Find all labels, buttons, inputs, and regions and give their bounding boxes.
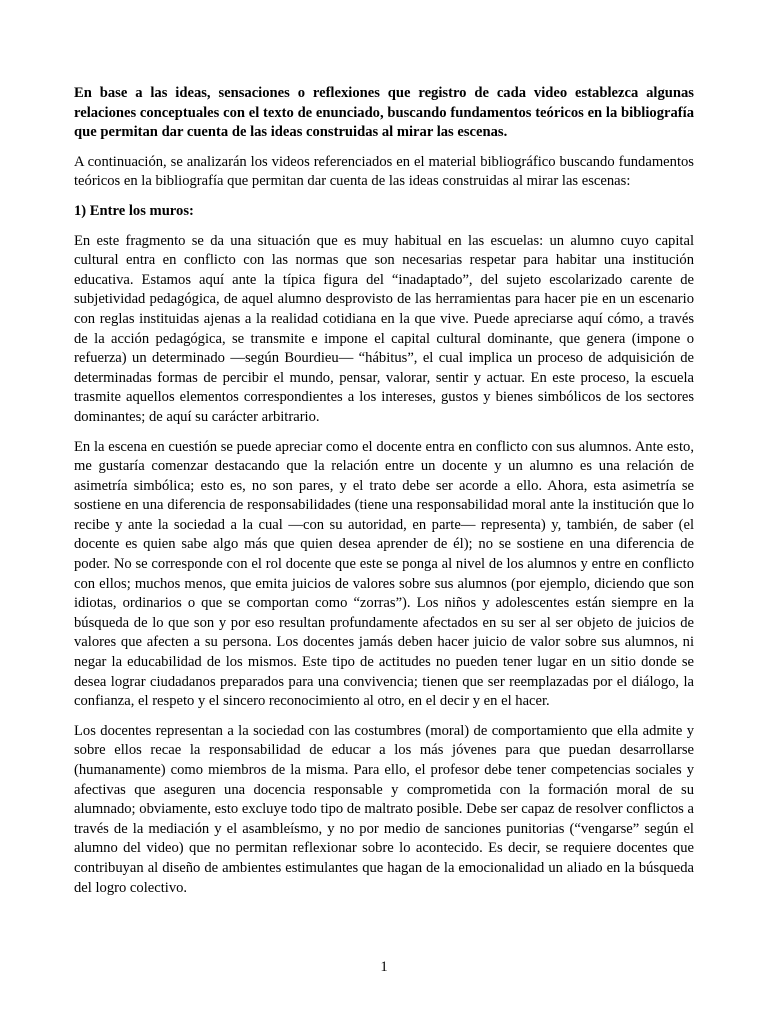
paragraph-habitus: En este fragmento se da una situación que es muy habitual en las escuelas: un alumno cuyo capital cultural entra en conflicto con las normas que son necesarias respetar para habitar una institución educativa. Estamos aquí ante la típica figura del “inadaptado”, del sujeto escolarizado carente de subjetividad pedagógica, de aquel alumno desprovisto de las herramientas para hacer pie en un escenario con reglas instituidas ajenas a la realidad cotidiana en la que vive. Puede apreciarse aquí cómo, a través de la acción pedagógica, se transmite e impone el capital cultural dominante, que genera (impone o refuerza) un determinado —según Bourdieu— “hábitus”, el cual implica un proceso de adquisición de determinadas formas de percibir el mundo, pensar, valorar, sentir y actuar. En este proceso, la escuela trasmite aquellos elementos correspondientes a los intereses, gustos y bienes simbólicos de los sectores dominantes; de aquí su carácter arbitrario. <box>74 232 694 425</box>
document-page <box>74 84 694 898</box>
paragraph-conflict: En la escena en cuestión se puede apreciar como el docente entra en conflicto con sus alumnos. Ante esto, me gustaría comenzar destacando que la relación entre un docente y un alumno es una relación de asimetría simbólica; esto es, no son pares, y el trato debe ser acorde a ello. Ahora, esta asimetría se sostiene en una diferencia de responsabilidades (tiene una responsabilidad moral ante la institución que lo recibe y ante la sociedad a la cual —con su autoridad, en parte— representa) y, también, de saber (el docente es quien sabe algo más que quien desea aprender de él); no se sostiene en una diferencia de poder. No se corresponde con el rol docente que este se ponga al nivel de los alumnos y entre en conflicto con ellos; muchos menos, que emita juicios de valores sobre sus alumnos (por ejemplo, diciendo que son idiotas, ordinarios o que se comportan como “zorras”). Los niños y adolescentes están siempre en la búsqueda de lo que son y por eso resultan profundamente afectados en su ser al ser objeto de juicios de valores que afecten a su persona. Los docentes jamás deben hacer juicio de valor sobre sus alumnos, ni negar la educabilidad de los mismos. Este tipo de actitudes no pueden tener lugar en un sitio donde se desea lograr ciudadanos preparados para una convivencia; tienen que ser reemplazadas por el diálogo, la confianza, el respeto y el sincero reconocimiento al otro, en el decir y en el hacer. <box>74 438 694 710</box>
paragraph-responsibility: Los docentes representan a la sociedad con las costumbres (moral) de comportamiento que ella admite y sobre ellos recae la responsabilidad de educar a los más jóvenes para que puedan desarrollarse (humanamente) como miembros de la misma. Para ello, el profesor debe tener competencias sociales y afectivas que aseguren una docencia responsable y comprometida con la formación moral de su alumnado; obviamente, esto excluye todo tipo de maltrato posible. Debe ser capaz de resolver conflictos a través de la mediación y el asambleísmo, y no por medio de sanciones punitorias (“vengarse” según el alumno del video) que no permitan reflexionar sobre lo acontecido. Es decir, se requiere docentes que contribuyan al diseño de ambientes estimulantes que hagan de la emocionalidad un aliado en la búsqueda del logro colectivo. <box>74 722 694 896</box>
paragraph-introduction: A continuación, se analizarán los videos referenciados en el material bibliográfico buscando fundamentos teóricos en la bibliografía que permitan dar cuenta de las ideas construidas al mirar las escenas: <box>74 153 694 190</box>
section-heading: 1) Entre los muros: <box>74 202 194 219</box>
intro-paragraph: En base a las ideas, sensaciones o reflexiones que registro de cada video establezca algunas relaciones conceptuales con el texto de enunciado, buscando fundamentos teóricos en la bibliografía que permitan dar cuenta de las ideas construidas al mirar las escenas. <box>74 85 694 141</box>
page-number: 1 <box>380 959 388 975</box>
